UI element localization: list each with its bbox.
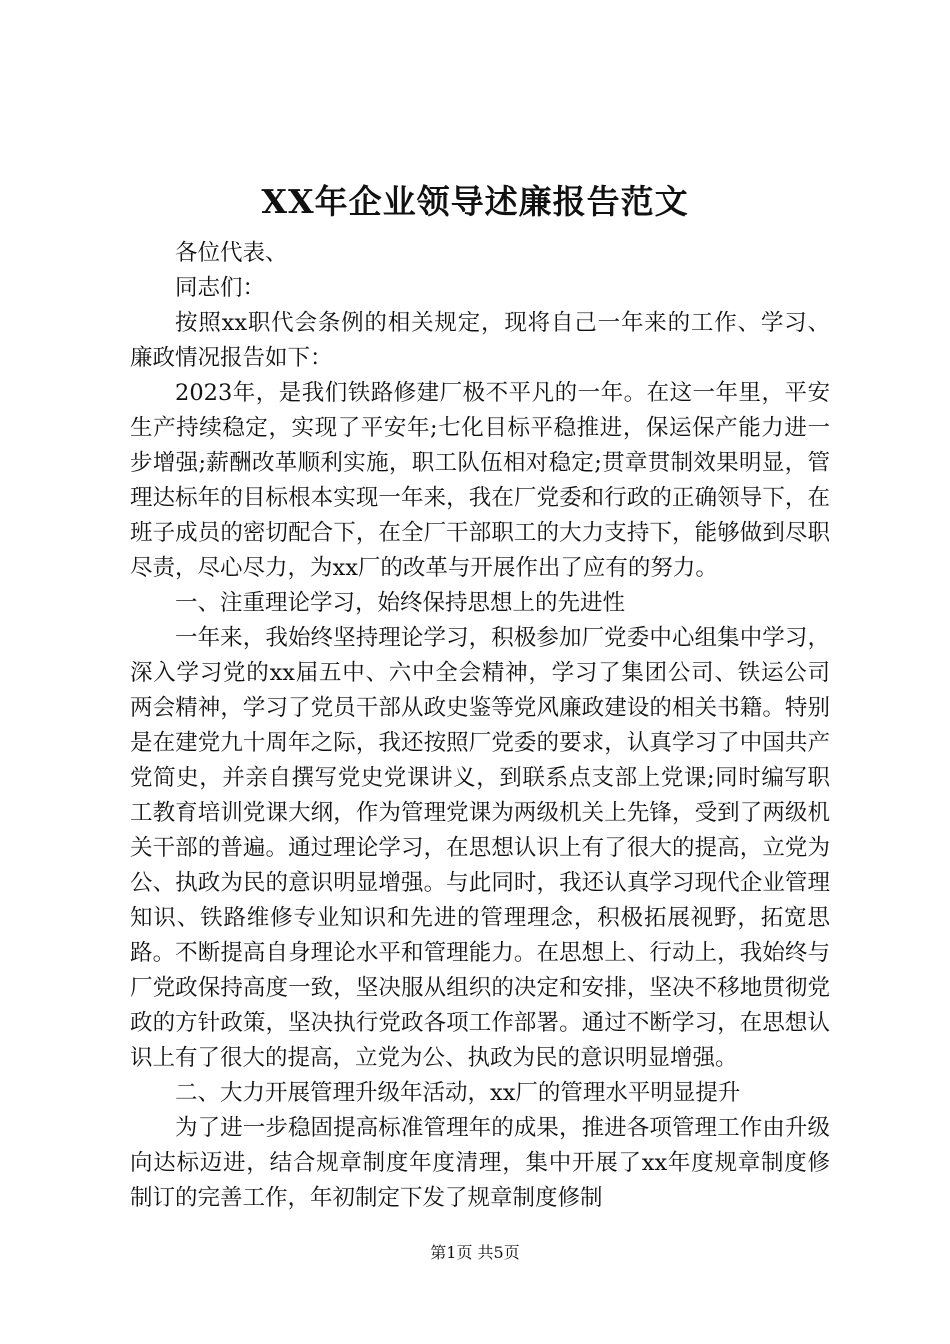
section-heading-1: 一、注重理论学习，始终保持思想上的先进性 <box>175 590 626 616</box>
paragraph-year-summary: 2023年，是我们铁路修建厂极不平凡的一年。在这一年里，平安生产持续稳定，实现了平安年;七化目标平稳推进，保运保产能力进一步增强;薪酬改革顺利实施，职工队伍相对稳定;贯章贯制效果明显，管理达标年的目标根本实现一年来，我在厂党委和行政的正确领导下，在班子成员的密切配合下，在全厂干部职工的大力支持下，能够做到尽职尽责，尽心尽力，为xx厂的改革与开展作出了应有的努力。 <box>130 380 830 581</box>
paragraph-theory-study: 一年来，我始终坚持理论学习，积极参加厂党委中心组集中学习，深入学习党的xx届五中、六中全会精神，学习了集团公司、铁运公司两会精神，学习了党员干部从政史鉴等党风廉政建设的相关书籍。特别是在建党九十周年之际，我还按照厂党委的要求，认真学习了中国共产党简史，并亲自撰写党史党课讲义，到联系点支部上党课;同时编写职工教育培训党课大纲，作为管理党课为两级机关上先锋，受到了两级机关干部的普遍。通过理论学习，在思想认识上有了很大的提高，立党为公、执政为民的意识明显增强。与此同时，我还认真学习现代企业管理知识、铁路维修专业知识和先进的管理理念，积极拓展视野，拓宽思路。不断提高自身理论水平和管理能力。在思想上、行动上，我始终与厂党政保持高度一致，坚决服从组织的决定和安排，坚决不移地贯彻党政的方针政策，坚决执行党政各项工作部署。通过不断学习，在思想认识上有了很大的提高，立党为公、执政为民的意识明显增强。 <box>130 625 830 1071</box>
paragraph-salutation-2: 同志们： <box>175 275 266 301</box>
paragraph-management: 为了进一步稳固提高标准管理年的成果，推进各项管理工作由升级向达标迈进，结合规章制度年度清理，集中开展了xx年度规章制度修制订的完善工作，年初制定下发了规章制度修制 <box>130 1115 830 1211</box>
paragraph-salutation-1: 各位代表、 <box>175 240 288 266</box>
paragraph-intro: 按照xx职代会条例的相关规定，现将自己一年来的工作、学习、廉政情况报告如下： <box>130 310 830 371</box>
page-number-footer: 第1页 共5页 <box>430 1243 520 1262</box>
section-heading-2: 二、大力开展管理升级年活动，xx厂的管理水平明显提升 <box>175 1080 741 1106</box>
document-body <box>130 236 830 1216</box>
document-title: XX年企业领导述廉报告范文 <box>261 182 689 221</box>
